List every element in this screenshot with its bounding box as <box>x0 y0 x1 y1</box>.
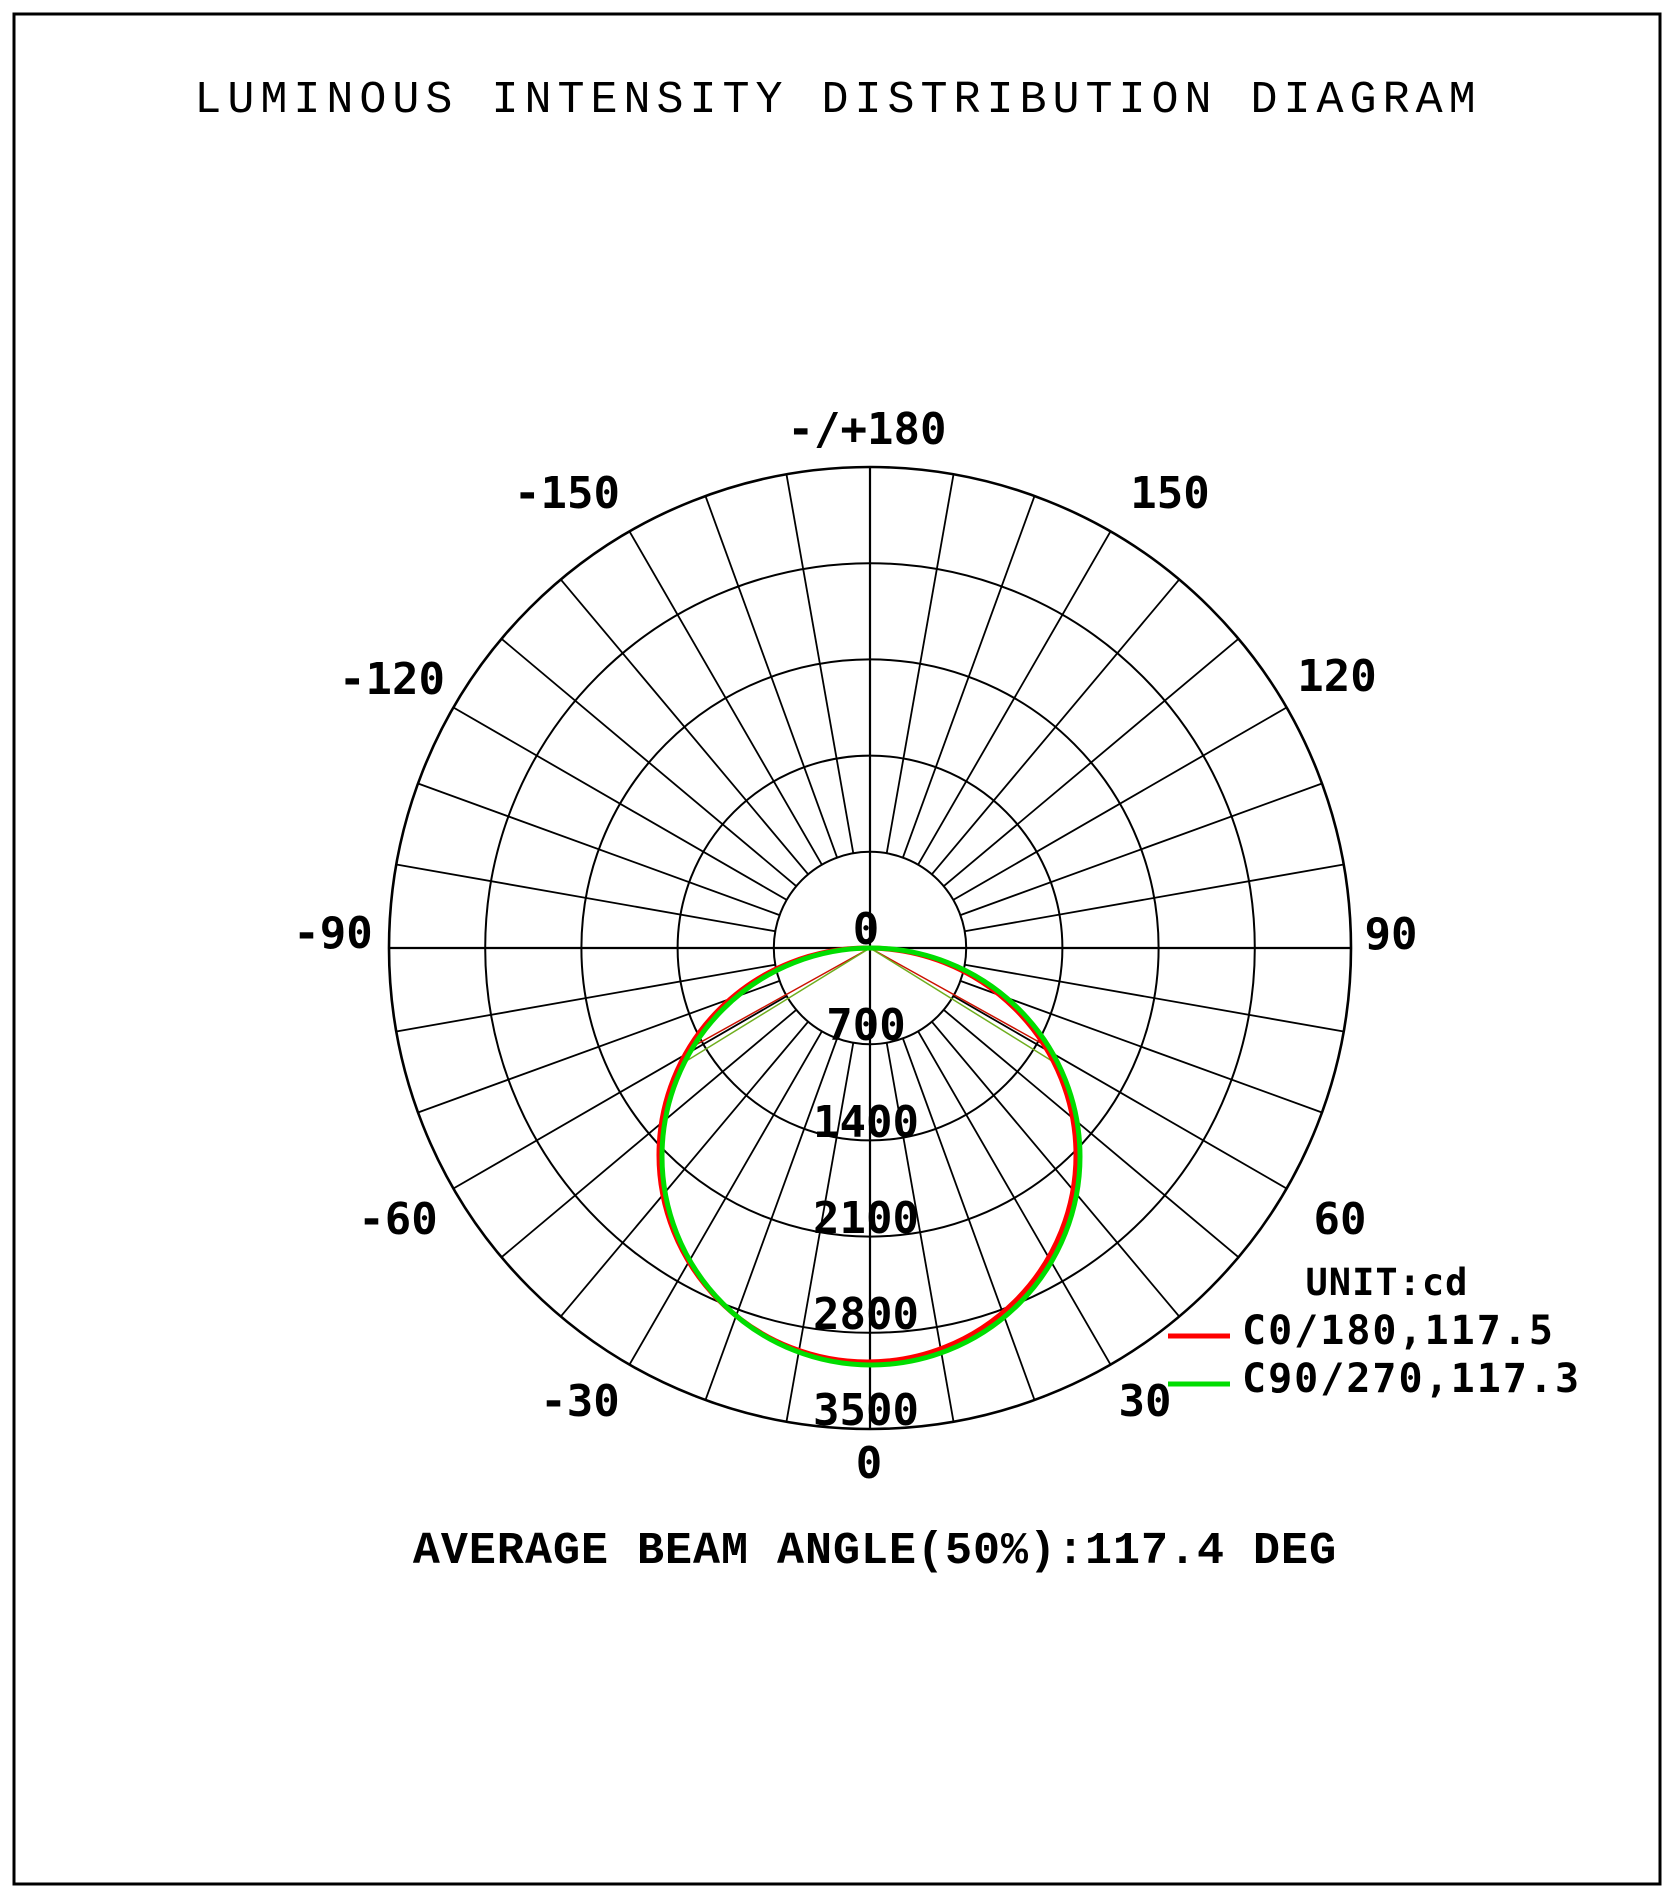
polar-grid-spoke <box>502 1010 797 1257</box>
polar-grid-spoke <box>960 981 1322 1113</box>
angle-label-0: 0 <box>855 1438 883 1489</box>
polar-grid-spoke <box>705 496 837 858</box>
polar-grid-spoke <box>396 864 775 931</box>
legend-unit-label: UNIT:cd <box>1305 1261 1469 1304</box>
radial-label-2100: 2100 <box>813 1193 919 1244</box>
angle-label--120: -120 <box>339 654 445 705</box>
angle-label--150: -150 <box>514 468 620 519</box>
polar-grid-spoke <box>944 1010 1239 1257</box>
polar-grid-spoke <box>453 708 786 900</box>
radial-label-0: 0 <box>852 904 880 955</box>
angle-label--30: -30 <box>540 1376 620 1427</box>
polar-grid-spoke <box>953 708 1286 900</box>
polar-grid-spoke <box>630 531 822 864</box>
angle-label-30: 30 <box>1118 1376 1172 1427</box>
polar-grid-spoke <box>396 965 775 1032</box>
polar-grid-spoke <box>561 580 808 875</box>
diagram-title: LUMINOUS INTENSITY DISTRIBUTION DIAGRAM <box>194 75 1482 126</box>
radial-label-2800: 2800 <box>813 1289 919 1340</box>
polar-grid-spoke <box>918 531 1110 864</box>
angle-label-60: 60 <box>1313 1194 1367 1245</box>
polar-grid-spoke <box>960 783 1322 915</box>
polar-grid-spoke <box>965 864 1344 931</box>
polar-grid-spoke <box>932 580 1179 875</box>
polar-grid-spoke <box>887 474 954 853</box>
angle-label--180: -/+180 <box>787 404 947 455</box>
legend-label-c0-180: C0/180,117.5 <box>1242 1308 1555 1354</box>
average-beam-angle-text: AVERAGE BEAM ANGLE(50%):117.4 DEG <box>412 1526 1338 1577</box>
polar-grid-spoke <box>944 639 1239 886</box>
polar-grid-spoke <box>418 783 780 915</box>
polar-grid-spoke <box>903 1038 1035 1400</box>
polar-grid-spoke <box>903 496 1035 858</box>
legend-label-c90-270: C90/270,117.3 <box>1242 1356 1582 1402</box>
polar-grid-spoke <box>953 996 1286 1188</box>
radial-label-3500: 3500 <box>813 1385 919 1436</box>
polar-grid-spoke <box>630 1031 822 1364</box>
polar-grid-spoke <box>786 474 853 853</box>
angle-label--60: -60 <box>358 1194 438 1245</box>
radial-label-1400: 1400 <box>813 1097 919 1148</box>
radial-label-700: 700 <box>826 1000 906 1051</box>
angle-label--90: -90 <box>293 908 373 959</box>
polar-grid-spoke <box>918 1031 1110 1364</box>
polar-grid-spoke <box>453 996 786 1188</box>
angle-label-150: 150 <box>1130 468 1210 519</box>
angle-label-120: 120 <box>1297 651 1377 702</box>
chart-labels <box>293 404 1417 1436</box>
angle-label-90: 90 <box>1364 909 1418 960</box>
polar-grid-spoke <box>965 965 1344 1032</box>
polar-grid-spoke <box>502 639 797 886</box>
